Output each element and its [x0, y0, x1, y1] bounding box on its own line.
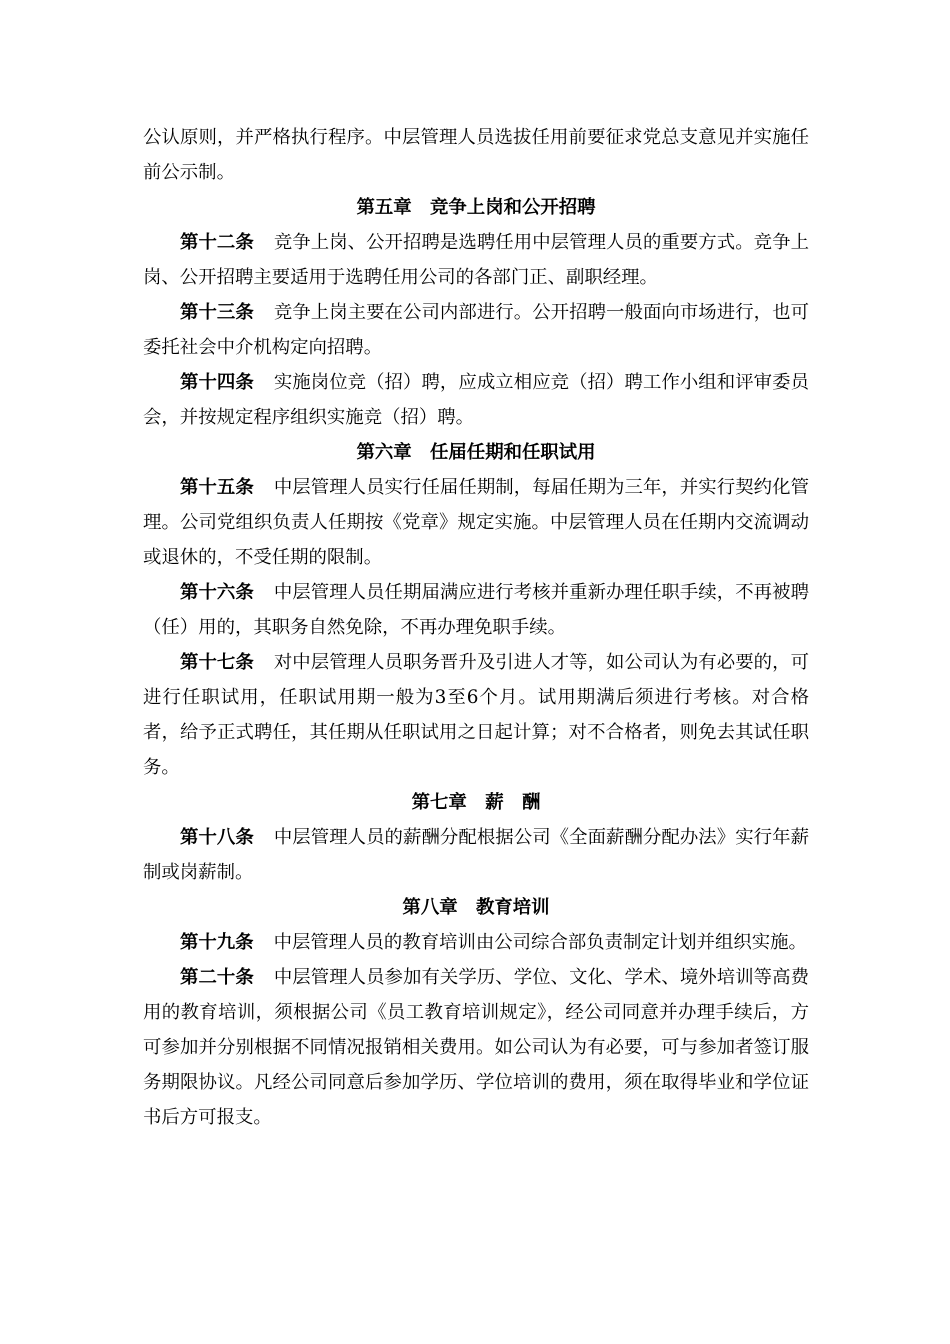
chapter-5-heading: 第五章 竞争上岗和公开招聘	[356, 197, 596, 218]
article-text: 中层管理人员实行任届任期制，每届任期为三年，并实行契约化管理。公司党组织负责人任期按《党章》规定实施。中层管理人员在任期内交流调动或退休的，不受任期的限制。	[143, 477, 809, 568]
article-18	[143, 820, 809, 890]
article-label: 第十七条	[180, 652, 254, 673]
article-text: 中层管理人员任期届满应进行考核并重新办理任职手续，不再被聘（任）用的，其职务自然免除，不再办理免职手续。	[143, 582, 809, 638]
article-text: 对中层管理人员职务晋升及引进人才等，如公司认为有必要的，可进行任职试用，任职试用期一般为3至6个月。试用期满后须进行考核。对合格者，给予正式聘任，其任期从任职试用之日起计算；对不合格者，则免去其试任职务。	[143, 652, 809, 778]
article-16	[143, 575, 809, 645]
chapter-7-heading: 第七章 薪 酬	[411, 792, 541, 813]
article-label: 第十三条	[180, 302, 254, 323]
article-text: 竞争上岗主要在公司内部进行。公开招聘一般面向市场进行，也可委托社会中介机构定向招聘。	[143, 302, 809, 358]
article-15	[143, 470, 809, 575]
document-body	[143, 120, 809, 1135]
article-label: 第二十条	[180, 967, 254, 988]
article-label: 第十二条	[180, 232, 254, 253]
article-label: 第十四条	[180, 372, 254, 393]
article-text: 中层管理人员参加有关学历、学位、文化、学术、境外培训等高费用的教育培训，须根据公司《员工教育培训规定》，经公司同意并办理手续后，方可参加并分别根据不同情况报销相关费用。如公司认为有必要，可与参加者签订服务期限协议。凡经公司同意后参加学历、学位培训的费用，须在取得毕业和学位证书后方可报支。	[143, 967, 809, 1128]
article-13	[143, 295, 809, 365]
article-17	[143, 645, 809, 785]
article-text: 竞争上岗、公开招聘是选聘任用中层管理人员的重要方式。竞争上岗、公开招聘主要适用于选聘任用公司的各部门正、副职经理。	[143, 232, 809, 288]
paragraph-text: 公认原则，并严格执行程序。中层管理人员选拔任用前要征求党总支意见并实施任前公示制。	[143, 127, 809, 183]
article-text: 实施岗位竞（招）聘，应成立相应竞（招）聘工作小组和评审委员会，并按规定程序组织实施竞（招）聘。	[143, 372, 809, 428]
article-label: 第十九条	[180, 932, 254, 953]
article-text: 中层管理人员的教育培训由公司综合部负责制定计划并组织实施。	[273, 932, 807, 953]
article-19	[143, 925, 809, 960]
article-label: 第十八条	[180, 827, 254, 848]
article-label: 第十六条	[180, 582, 254, 603]
chapter-8-heading: 第八章 教育培训	[402, 897, 550, 918]
article-label: 第十五条	[180, 477, 254, 498]
article-text: 中层管理人员的薪酬分配根据公司《全面薪酬分配办法》实行年薪制或岗薪制。	[143, 827, 809, 883]
chapter-6-heading: 第六章 任届任期和任职试用	[356, 442, 596, 463]
article-12	[143, 225, 809, 295]
article-20	[143, 960, 809, 1135]
paragraph-continued	[143, 120, 809, 190]
article-14	[143, 365, 809, 435]
